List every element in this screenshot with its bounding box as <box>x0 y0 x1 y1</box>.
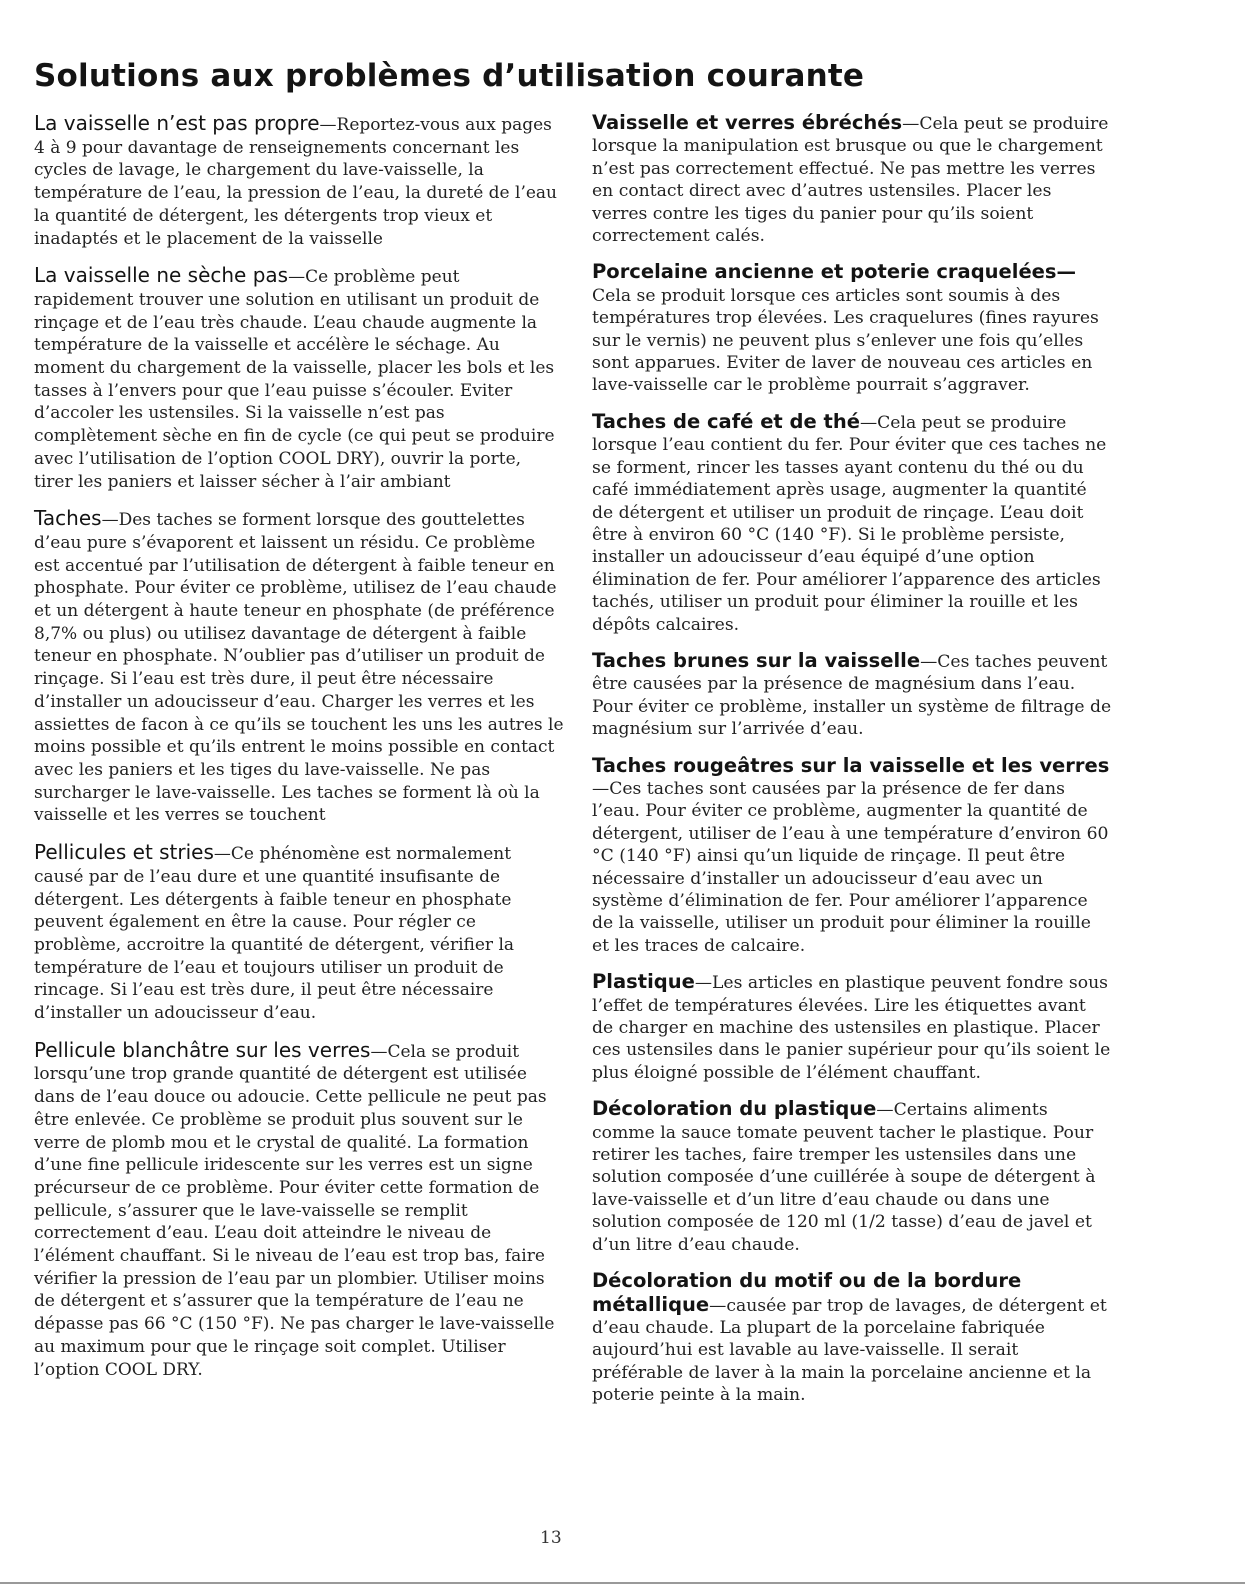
troubleshooting-entry <box>592 971 1112 1084</box>
entry-heading: Décoloration du plastique <box>592 1097 877 1121</box>
troubleshooting-entry <box>34 507 564 827</box>
entry-text: —Ces taches sont causées par la présence de fer dans l’eau. Pour éviter ce problème, augmenter la quantité de détergent, utiliser de l’eau à une température d’environ 60 °C (140 °F) ainsi qu’un liquide de rinçage. Il peut être nécessaire d’installer un adoucisseur d’eau avec un système d’élimination de fer. Pour améliorer l’apparence de la vaisselle, utiliser un produit pour éliminer la rouille et les traces de calcaire. <box>592 778 1109 956</box>
entry-text: —causée par trop de lavages, de détergent et d’eau chaude. La plupart de la porcelaine fabriquée aujourd’hui est lavable au lave-vaisselle. Il serait préférable de laver à la main la porcelaine ancienne et la poterie peinte à la main. <box>592 1295 1107 1406</box>
entry-text: —Ce phénomène est normalement causé par de l’eau dure et une quantité insufisante de détergent. Les détergents à faible teneur en phosphate peuvent également en être la cause. Pour régler ce problème, accroitre la quantité de détergent, vérifier la température de l’eau et toujours utiliser un produit de rincage. Si l’eau est très dure, il peut être nécessaire d’installer un adoucisseur d’eau. <box>34 844 515 1024</box>
page-title: Solutions aux problèmes d’utilisation courante <box>34 58 865 94</box>
troubleshooting-entry <box>592 261 1112 396</box>
entry-text: —Cela peut se produire lorsque l’eau contient du fer. Pour éviter que ces taches ne se forment, rincer les tasses ayant contenu du thé ou du café immédiatement après usage, augmenter la quantité de détergent et utiliser un produit de rinçage. L’eau doit être à environ 60 °C (140 °F). Si le problème persiste, installer un adoucisseur d’eau équipé d’une option élimination de fer. Pour améliorer l’apparence des articles tachés, utiliser un produit pour éliminer la rouille et les dépôts calcaires. <box>592 412 1107 635</box>
troubleshooting-entry <box>592 1270 1112 1406</box>
entry-heading: La vaisselle n’est pas propre <box>34 111 320 135</box>
entry-text: —Cela peut se produire lorsque la manipulation est brusque ou que le chargement n’est pas correctement effectué. Ne pas mettre les verres en contact direct avec d’autres ustensiles. Placer les verres contre les tiges du panier pour qu’ils soient correctement calés. <box>592 114 1109 247</box>
troubleshooting-entry <box>34 841 564 1025</box>
entry-heading: Pellicule blanchâtre sur les verres <box>34 1037 371 1062</box>
troubleshooting-entry <box>34 264 564 493</box>
bottom-rule <box>0 1582 1245 1584</box>
entry-text: —Ce problème peut rapidement trouver une solution en utilisant un produit de rinçage et de l’eau très chaude. L’eau chaude augmente la température de la vaisselle et accélère le séchage. Au moment du chargement de la vaisselle, placer les bols et les tasses à l’envers pour que l’eau puisse s’écouler. Eviter d’accoler les ustensiles. Si la vaisselle n’est pas complètement sèche en fin de cycle (ce qui peut se produire avec l’utilisation de l’option COOL DRY), ouvrir la porte, tirer les paniers et laisser sécher à l’air ambiant <box>34 267 555 492</box>
troubleshooting-entry <box>34 1039 564 1382</box>
left-column <box>34 112 564 1395</box>
entry-text: —Cela se produit lorsqu’une trop grande quantité de détergent est utilisée dans de l’eau douce ou adoucie. Cette pellicule ne peut pas être enlevée. Ce problème se produit plus souvent sur le verre de plomb mou et le crystal de qualité. La formation d’une fine pellicule iridescente sur les verres est un signe précurseur de ce problème. Pour éviter cette formation de pellicule, s’assurer que le lave-vaisselle se remplit correctement d’eau. L’eau doit atteindre le niveau de l’élément chauffant. Si le niveau de l’eau est trop bas, faire vérifier la pression de l’eau par un plombier. Utiliser moins de détergent et s’assurer que la température de l’eau ne dépasse pas 66 °C (150 °F). Ne pas charger le lave-vaisselle au maximum pour que le rinçage soit complet. Utiliser l’option COOL DRY. <box>34 1041 555 1380</box>
entry-heading: Taches brunes sur la vaisselle <box>592 648 921 672</box>
entry-heading: Décoloration du motif ou de la bordure métallique <box>592 1269 1022 1316</box>
entry-heading: Vaisselle et verres ébréchés <box>592 111 903 134</box>
entry-text: Cela se produit lorsque ces articles sont soumis à des températures trop élevées. Les craquelures (fines rayures sur le vernis) ne peuvent plus s’enlever une fois qu’elles sont apparues. Eviter de laver de nouveau ces articles en lave-vaisselle car le problème pourrait s’aggraver. <box>592 285 1099 396</box>
troubleshooting-entry <box>592 755 1112 958</box>
entry-text: —Certains aliments comme la sauce tomate peuvent tacher le plastique. Pour retirer les taches, faire tremper les ustensiles dans une solution composée d’une cuillérée à soupe de détergent à lave-vaisselle et d’un litre d’eau chaude ou dans une solution composée de 120 ml (1/2 tasse) d’eau de javel et d’un litre d’eau chaude. <box>592 1100 1096 1255</box>
right-column <box>592 112 1112 1421</box>
entry-text: —Des taches se forment lorsque des gouttelettes d’eau pure s’évaporent et laissent un résidu. Ce problème est accentué par l’utilisation de détergent à faible teneur en phosphate. Pour éviter ce problème, utilisez de l’eau chaude et un détergent à haute teneur en phosphate (de préférence 8,7% ou plus) ou utilisez davantage de détergent à faible teneur en phosphate. N’oublier pas d’utiliser un produit de rinçage. Si l’eau est très dure, il peut être nécessaire d’installer un adoucisseur d’eau. Charger les verres et les assiettes de facon à ce qu’ils se touchent les uns les autres le moins possible et qu’ils entrent le moins possible en contact avec les paniers et les tiges du lave-vaisselle. Ne pas surcharger le lave-vaisselle. Les taches se forment là où la vaisselle et les verres se touchent <box>34 510 564 826</box>
entry-heading: Taches rougeâtres sur la vaisselle et les verres <box>592 753 1110 777</box>
entry-text: —Reportez-vous aux pages 4 à 9 pour davantage de renseignements concernant les cycles de lavage, le chargement du lave-vaisselle, la température de l’eau, la pression de l’eau, la dureté de l’eau la quantité de détergent, les détergents trop vieux et inadaptés et le placement de la vaisselle <box>34 115 558 249</box>
entry-heading: Porcelaine ancienne et poterie craquelées— <box>592 260 1076 284</box>
entry-heading: La vaisselle ne sèche pas <box>34 263 289 288</box>
entry-heading: Taches de café et de thé <box>592 409 860 433</box>
troubleshooting-entry <box>592 112 1112 247</box>
troubleshooting-entry <box>592 1098 1112 1256</box>
entry-heading: Plastique <box>592 970 695 994</box>
entry-text: —Ces taches peuvent être causées par la présence de magnésium dans l’eau. Pour éviter ce problème, installer un système de filtrage de magnésium sur l’arrivée d’eau. <box>592 651 1112 740</box>
entry-text: —Les articles en plastique peuvent fondre sous l’effet de températures élevées. Lire les étiquettes avant de charger en machine des ustensiles en plastique. Placer ces ustensiles dans le panier supérieur pour qu’ils soient le plus éloigné possible de l’élément chauffant. <box>592 973 1111 1083</box>
page-number: 13 <box>540 1528 562 1548</box>
entry-heading: Pellicules et stries <box>34 840 214 865</box>
troubleshooting-entry <box>592 411 1112 636</box>
troubleshooting-entry <box>592 650 1112 741</box>
troubleshooting-entry <box>34 112 564 250</box>
entry-heading: Taches <box>34 506 102 531</box>
